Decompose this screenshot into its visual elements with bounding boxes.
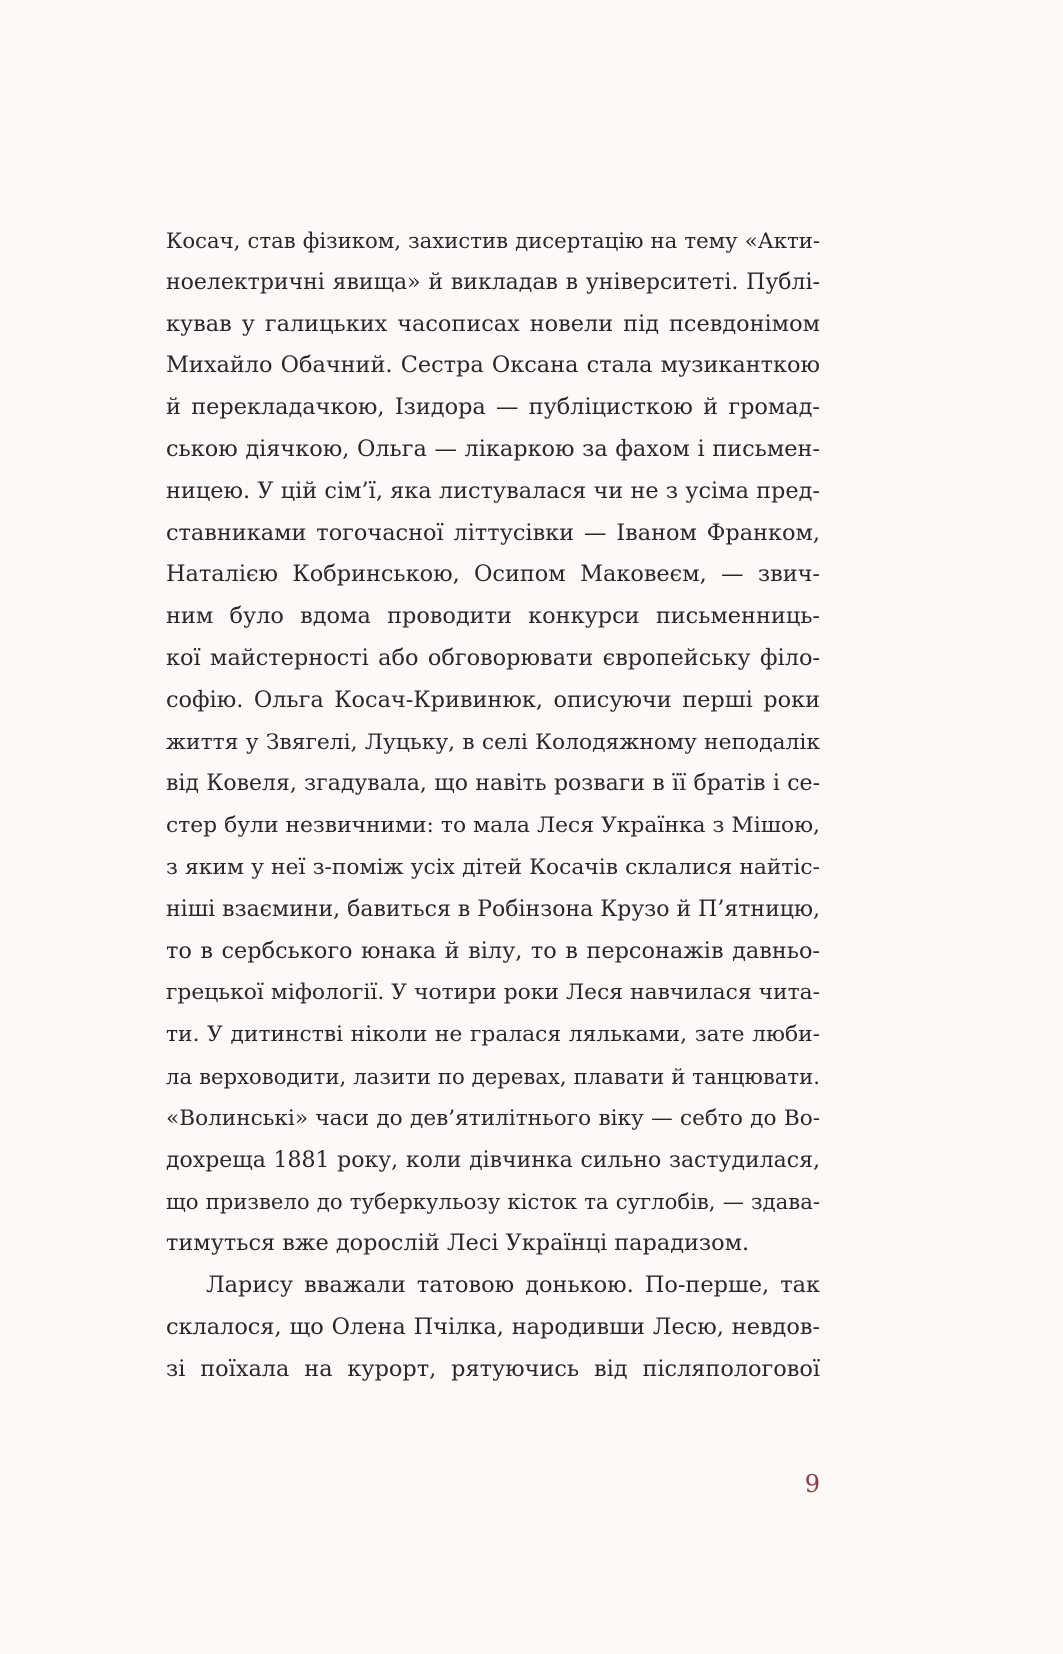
text-line: життя у Звягелі, Луцьку, в селі Колодяжному неподалік <box>166 729 820 755</box>
text-line: «Волинські» часи до дев’ятилітнього віку — себто до Во- <box>166 1105 820 1131</box>
text-line: грецької міфології. У чотири роки Леся навчилася чита- <box>166 980 820 1006</box>
text-line: ніші взаємини, бавиться в Робінзона Крузо й П’ятницю, <box>166 896 821 922</box>
text-line: дохреща 1881 року, коли дівчинка сильно застудилася, <box>166 1147 820 1173</box>
text-line: Ларису вважали татовою донькою. По-перше, так <box>206 1271 820 1298</box>
text-line: кував у галицьких часописах новели під псевдонімом <box>166 310 820 337</box>
text-line: зі поїхала на курорт, рятуючись від післяпологової <box>166 1355 820 1382</box>
text-line: що призвело до туберкульозу кісток та суглобів, — здава- <box>166 1189 820 1215</box>
text-line: з яким у неї з-поміж усіх дітей Косачів склалися найтіс- <box>166 854 820 880</box>
text-line: кої майстерності або обговорювати європейську філо- <box>166 644 820 671</box>
text-line: ноелектричні явища» й викладав в університеті. Публі- <box>166 269 820 295</box>
text-line: Косач, став фізиком, захистив дисертацію на тему «Акти- <box>166 228 820 253</box>
text-line: ницею. У цій сім’ї, яка листувалася чи не з усіма пред- <box>166 477 820 504</box>
text-line: ти. У дитинстві ніколи не гралася ляльками, зате люби- <box>166 1022 820 1048</box>
text-line: ською діячкою, Ольга — лікаркою за фахом і письмен- <box>166 435 820 462</box>
text-line: Михайло Обачний. Сестра Оксана стала музиканткою <box>166 352 820 379</box>
text-line: ставниками тогочасної літтусівки — Іваном Франком, <box>166 519 820 546</box>
text-line: то в сербського юнака й вілу, то в персонажів давньо- <box>166 937 820 964</box>
text-line: Наталією Кобринською, Осипом Маковеєм, — звич- <box>166 561 820 588</box>
text-line: стер були незвичними: то мала Леся Українка з Мішою, <box>166 813 820 839</box>
page-number: 9 <box>804 1470 820 1498</box>
text-line: склалося, що Олена Пчілка, народивши Лесю, невдов- <box>166 1313 820 1340</box>
text-line: софію. Ольга Косач-Кривинюк, описуючи перші роки <box>166 686 820 713</box>
text-line: й перекладачкою, Ізидора — публіцисткою й громад- <box>166 394 820 421</box>
text-line: ним було вдома проводити конкурси письменниць- <box>166 603 820 630</box>
text-line: від Ковеля, згадувала, що навіть розваги в її братів і се- <box>166 771 820 797</box>
text-line: ла верховодити, лазити по деревах, плавати й танцювати. <box>166 1063 820 1089</box>
body-text <box>166 220 820 1390</box>
text-line: тимуться вже дорослій Лесі Українці парадизом. <box>166 1230 750 1257</box>
